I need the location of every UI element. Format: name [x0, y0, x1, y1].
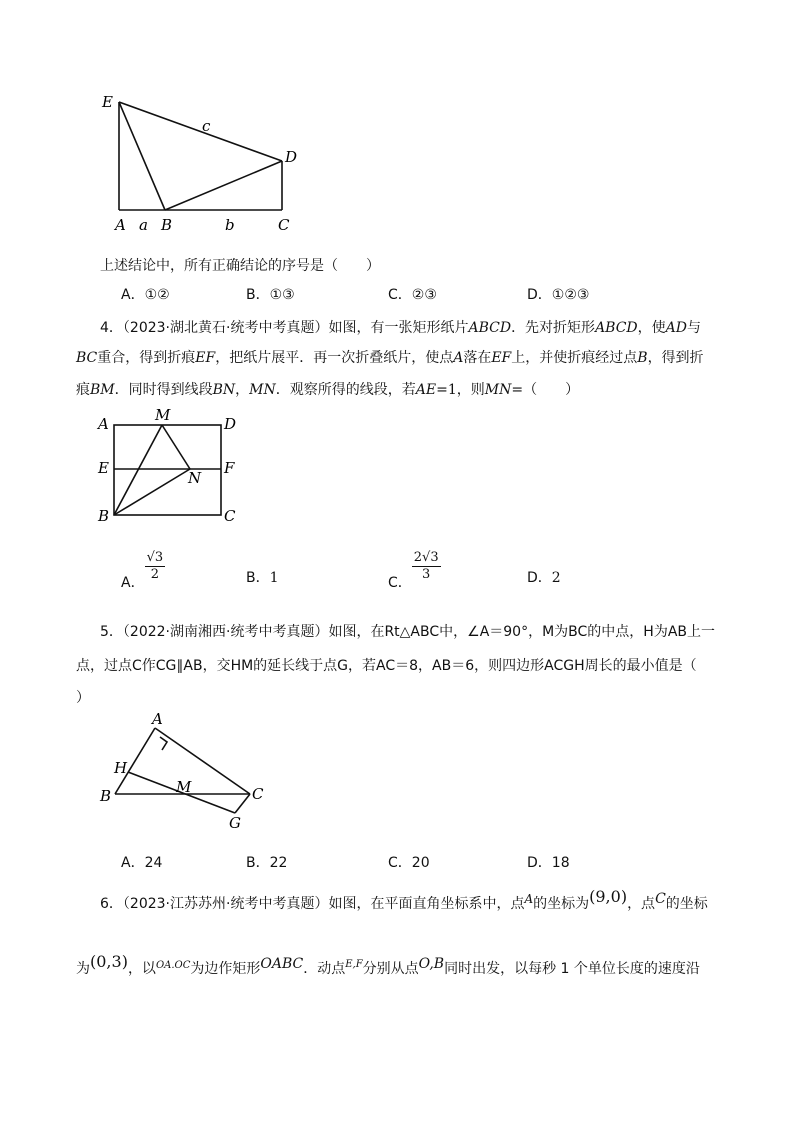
text: 落在	[463, 350, 492, 366]
math: =1	[436, 382, 457, 398]
segment-eb	[119, 102, 165, 210]
text: ．先对折矩形	[511, 320, 596, 336]
q4-option-c[interactable]	[388, 550, 441, 591]
segment-ac	[155, 728, 250, 794]
q4-option-a[interactable]	[121, 550, 165, 591]
label-b: B	[98, 507, 110, 525]
text: ，	[235, 382, 250, 398]
option-text: ②③	[411, 287, 437, 303]
option-text: 2	[551, 570, 561, 586]
rectangle-abcd	[114, 425, 221, 515]
label-b: B	[100, 787, 112, 805]
math: OA.OC	[155, 960, 191, 971]
math: C	[655, 891, 666, 907]
right-angle-mark	[160, 737, 167, 750]
label-d: D	[224, 415, 237, 433]
option-letter: A．	[121, 574, 145, 591]
math: MN	[484, 382, 512, 398]
q5-line-2: 点，过点C作CG∥AB，交HM的延长线于点G，若AC＝8，AB＝6，则四边形ACGH周长的最小值是（	[76, 658, 697, 674]
label-b-side: b	[225, 216, 235, 234]
text: 重合，得到折痕	[97, 350, 196, 366]
fraction	[412, 550, 441, 583]
option-text: ①③	[269, 287, 295, 303]
q5-option-d[interactable]	[527, 853, 570, 873]
q5-source: （2022·湖南湘西·统考中考真题）	[122, 624, 329, 640]
option-letter: D．	[527, 570, 552, 586]
q4-option-d[interactable]	[527, 568, 561, 588]
numerator: √3	[146, 550, 164, 565]
option-letter: C．	[388, 855, 412, 871]
text: ．观察所得的线段，若	[275, 382, 416, 398]
q5-line-3: ）	[76, 690, 90, 706]
option-text: 22	[269, 855, 288, 871]
label-m: M	[176, 778, 192, 796]
math: ABCD	[468, 320, 512, 336]
label-c: C	[278, 216, 290, 234]
label-g: G	[229, 814, 241, 832]
option-letter: C．	[388, 287, 412, 303]
text: ，点	[627, 896, 656, 912]
figure-rectangle-fold	[90, 405, 250, 530]
label-c: C	[224, 507, 236, 525]
math: =	[511, 382, 524, 398]
figure-abcde	[95, 90, 315, 240]
label-c-side: c	[202, 117, 211, 135]
q3-option-d[interactable]	[527, 285, 589, 305]
option-text: 24	[144, 855, 163, 871]
label-a-side: a	[139, 216, 148, 234]
label-d: D	[285, 148, 298, 166]
math: A	[453, 350, 464, 366]
option-text: 1	[269, 570, 279, 586]
q5-option-c[interactable]	[388, 853, 430, 873]
segment-mn	[162, 425, 190, 469]
q5-number: 5．	[100, 624, 123, 640]
label-m: M	[155, 406, 171, 424]
q6-line-2	[76, 952, 700, 981]
text: ．同时得到线段	[114, 382, 213, 398]
math: BN	[212, 382, 236, 398]
text: ，以	[127, 961, 156, 977]
label-n: N	[188, 469, 202, 487]
text: ，得到折	[647, 350, 704, 366]
q5-option-a[interactable]	[121, 853, 162, 873]
math: EF	[195, 350, 216, 366]
text: ，把纸片展平．再一次折叠纸片，使点	[215, 350, 454, 366]
segment-ed	[119, 102, 282, 161]
option-letter: B．	[246, 287, 270, 303]
option-letter: B．	[246, 570, 270, 586]
text: 的坐标为	[533, 896, 590, 912]
text: 上，并使折痕经过点	[511, 350, 638, 366]
segment-bd	[165, 161, 282, 210]
math: E,F	[345, 959, 363, 970]
label-b: B	[161, 216, 173, 234]
text: 与	[687, 320, 702, 336]
text: ，使	[637, 320, 666, 336]
math: AE	[415, 382, 437, 398]
q3-option-b[interactable]	[246, 285, 295, 305]
math: A	[524, 892, 534, 906]
text: ，则	[456, 382, 485, 398]
label-e: E	[98, 459, 109, 477]
q4-source: （2023·湖北黄石·统考中考真题）	[122, 320, 329, 336]
math: MN	[249, 382, 276, 398]
option-text: 18	[551, 855, 570, 871]
text: ．动点	[303, 961, 346, 977]
option-letter: D．	[527, 287, 552, 303]
label-h: H	[114, 759, 128, 777]
q4-line-2	[76, 348, 704, 368]
option-text: 20	[411, 855, 430, 871]
math: EF	[491, 350, 512, 366]
q4-line-1	[100, 318, 701, 338]
segment-cg	[235, 794, 250, 813]
option-text: ①②③	[551, 287, 590, 303]
option-letter: A．	[121, 287, 145, 303]
math: B	[637, 350, 648, 366]
option-letter: A．	[121, 855, 145, 871]
text: 如图，在平面直角坐标系中，点	[328, 896, 525, 912]
label-a: A	[98, 415, 109, 433]
option-letter: B．	[246, 855, 270, 871]
q5-option-b[interactable]	[246, 853, 287, 873]
label-f: F	[224, 459, 235, 477]
text: （ ）	[523, 382, 580, 398]
math: BC	[76, 350, 98, 366]
option-letter: D．	[527, 855, 552, 871]
fraction	[145, 550, 166, 583]
math: O,B	[418, 956, 445, 972]
q3-prompt: 上述结论中，所有正确结论的序号是（ ）	[100, 258, 380, 274]
math: AD	[665, 320, 688, 336]
text: 为	[76, 961, 90, 977]
math: (9,0)	[589, 887, 628, 906]
figure-right-triangle	[92, 706, 282, 836]
text: 分别从点	[362, 961, 419, 977]
q4-option-b[interactable]	[246, 568, 279, 588]
math: BM	[90, 382, 115, 398]
text: 为边作矩形	[190, 961, 261, 977]
text: 痕	[76, 382, 90, 398]
option-text: ①②	[144, 287, 170, 303]
numerator: 2√3	[413, 550, 439, 565]
label-a: A	[115, 216, 126, 234]
q4-line-3	[76, 380, 579, 400]
text: 同时出发，以每秒 1 个单位长度的速度沿	[444, 961, 700, 977]
label-e: E	[102, 93, 113, 111]
q6-source: （2023·江苏苏州·统考中考真题）	[122, 896, 329, 912]
math: ABCD	[595, 320, 638, 336]
q6-number: 6．	[100, 896, 123, 912]
q3-option-a[interactable]	[121, 285, 170, 305]
label-a: A	[152, 710, 163, 728]
text: 如图，在Rt△ABC中，∠A＝90°，M为BC的中点，H为AB上一	[328, 624, 716, 640]
denominator: 2	[150, 567, 159, 582]
math: OABC	[260, 956, 304, 972]
option-letter: C．	[388, 574, 412, 591]
denominator: 3	[422, 567, 431, 582]
q6-line-1	[100, 887, 708, 914]
label-c: C	[252, 785, 264, 803]
segment-bm	[114, 425, 162, 515]
text: 的坐标	[665, 896, 708, 912]
math: (0,3)	[90, 952, 128, 971]
text: 如图，有一张矩形纸片	[328, 320, 469, 336]
q3-option-c[interactable]	[388, 285, 437, 305]
q4-number: 4．	[100, 320, 123, 336]
q5-line-1	[100, 622, 715, 642]
